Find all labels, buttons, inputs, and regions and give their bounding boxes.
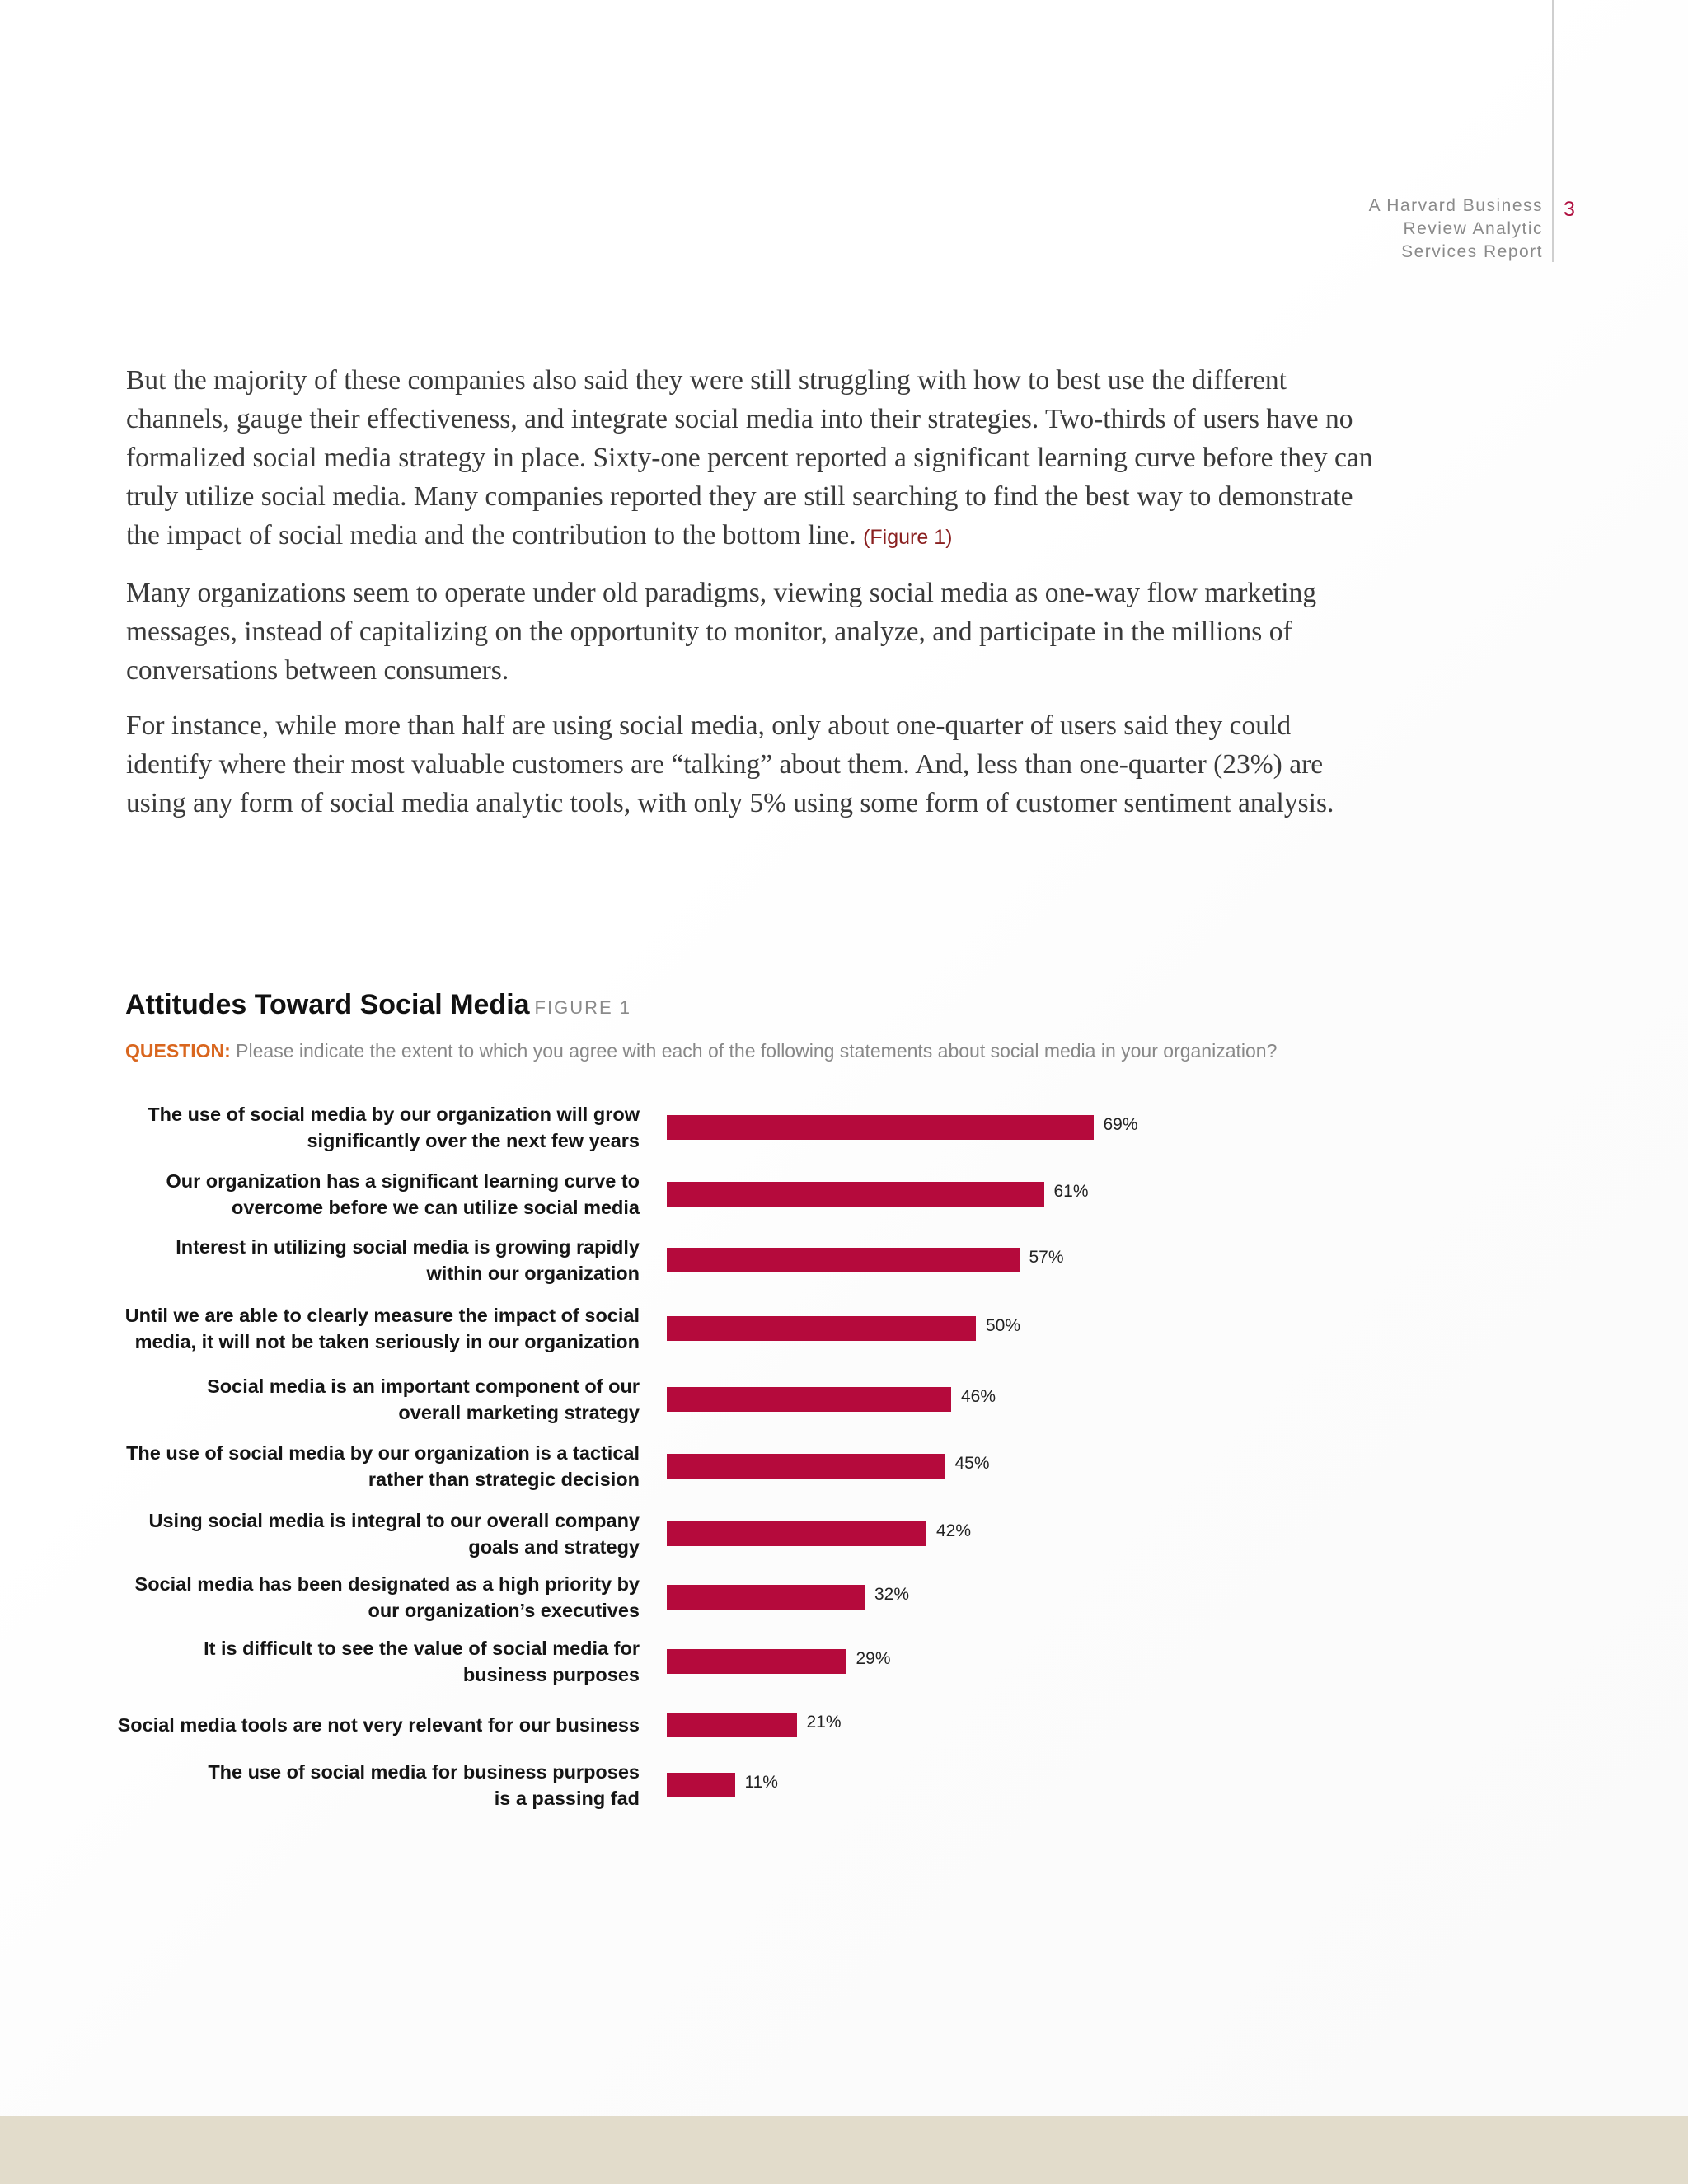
category-label-line: within our organization: [426, 1263, 640, 1284]
category-label: [79, 1168, 640, 1221]
figure-reference-link[interactable]: (Figure 1): [863, 526, 953, 549]
question-text: Please indicate the extent to which you agree with each of the following statements about social media in your organization?: [236, 1040, 1278, 1062]
bar: [667, 1521, 926, 1546]
category-label-line: business purposes: [462, 1664, 640, 1685]
category-label-line: is a passing fad: [494, 1788, 640, 1809]
category-label-line: goals and strategy: [468, 1536, 640, 1558]
paragraph-text: But the majority of these companies also said they were still struggling with how to best use the different channels, gauge their effectiveness, and integrate social media into their strategies. Two-thirds of users have no formalized social media strategy in place. Sixty-one percent reported a significant learning curve before they can truly utilize social media. Many companies reported they are still searching to find the best way to demonstrate the impact of social media and the contribution to the bottom line.: [126, 365, 1373, 551]
category-label: [79, 1759, 640, 1811]
category-label-line: Social media has been designated as a high priority by: [134, 1573, 640, 1595]
bar: [667, 1713, 797, 1737]
category-label-line: overcome before we can utilize social media: [232, 1197, 640, 1218]
bar: [667, 1454, 945, 1479]
category-label-line: Our organization has a significant learning curve to: [166, 1170, 640, 1192]
category-label-line: Until we are able to clearly measure the impact of social: [124, 1305, 640, 1326]
category-label: [79, 1571, 640, 1624]
category-label: [79, 1302, 640, 1355]
category-label-line: The use of social media for business purposes: [208, 1761, 640, 1783]
category-label-line: The use of social media by our organization will grow: [148, 1104, 640, 1125]
running-head-line: Services Report: [1401, 242, 1543, 261]
category-label: [79, 1101, 640, 1154]
category-label-line: overall marketing strategy: [398, 1402, 640, 1423]
bar: [667, 1115, 1094, 1140]
body-paragraph: For instance, while more than half are using social media, only about one-quarter of users said they could identify where their most valuable customers are “talking” about them. And, less than one-quarter (23%) are using any form of social media analytic tools, with only 5% using some form of customer sentiment analysis.: [126, 710, 1334, 818]
running-head-line: Review Analytic: [1403, 219, 1543, 238]
category-label-line: our organization’s executives: [368, 1600, 640, 1621]
value-label: 11%: [744, 1773, 778, 1792]
value-label: 69%: [1103, 1115, 1138, 1134]
category-label-line: It is difficult to see the value of social media for: [204, 1638, 640, 1659]
value-label: 50%: [986, 1316, 1021, 1335]
category-label: [79, 1507, 640, 1560]
bar: [667, 1649, 846, 1674]
bar: [667, 1773, 735, 1797]
value-label: 46%: [961, 1387, 996, 1406]
bar: [667, 1316, 976, 1341]
value-label: 29%: [856, 1649, 891, 1668]
category-label-line: media, it will not be taken seriously in our organization: [134, 1331, 640, 1352]
category-label: [79, 1234, 640, 1286]
value-label: 45%: [954, 1454, 990, 1473]
value-label: 21%: [806, 1713, 842, 1732]
footer-band: [0, 2116, 1688, 2184]
category-label-line: Social media is an important component of our: [207, 1376, 640, 1397]
running-head-line: A Harvard Business: [1368, 196, 1543, 215]
bar: [667, 1248, 1020, 1272]
figure-title-text: Attitudes Toward Social Media: [125, 989, 530, 1020]
figure-label: FIGURE 1: [534, 997, 632, 1018]
value-label: 61%: [1053, 1182, 1089, 1201]
category-label-line: The use of social media by our organization is a tactical: [126, 1442, 640, 1464]
value-label: 57%: [1029, 1248, 1064, 1267]
question-label: QUESTION:: [125, 1040, 231, 1062]
bar: [667, 1585, 865, 1610]
value-label: 42%: [936, 1521, 972, 1540]
category-label-line: significantly over the next few years: [307, 1130, 640, 1151]
value-label: 32%: [874, 1585, 910, 1604]
category-label: [79, 1712, 640, 1738]
body-paragraph: Many organizations seem to operate under old paradigms, viewing social media as one-way flow marketing messages, instead of capitalizing on the opportunity to monitor, analyze, and participate in the millions of conversations between consumers.: [126, 578, 1317, 686]
category-label-line: rather than strategic decision: [368, 1469, 640, 1490]
category-label-line: Interest in utilizing social media is growing rapidly: [176, 1236, 640, 1258]
bar: [667, 1387, 951, 1412]
category-label-line: Social media tools are not very relevant for our business: [117, 1714, 640, 1736]
category-label: [79, 1440, 640, 1493]
bar: [667, 1182, 1044, 1207]
category-label: [79, 1635, 640, 1688]
page-number: 3: [1564, 198, 1575, 221]
category-label-line: Using social media is integral to our overall company: [148, 1510, 640, 1531]
category-label: [79, 1373, 640, 1426]
